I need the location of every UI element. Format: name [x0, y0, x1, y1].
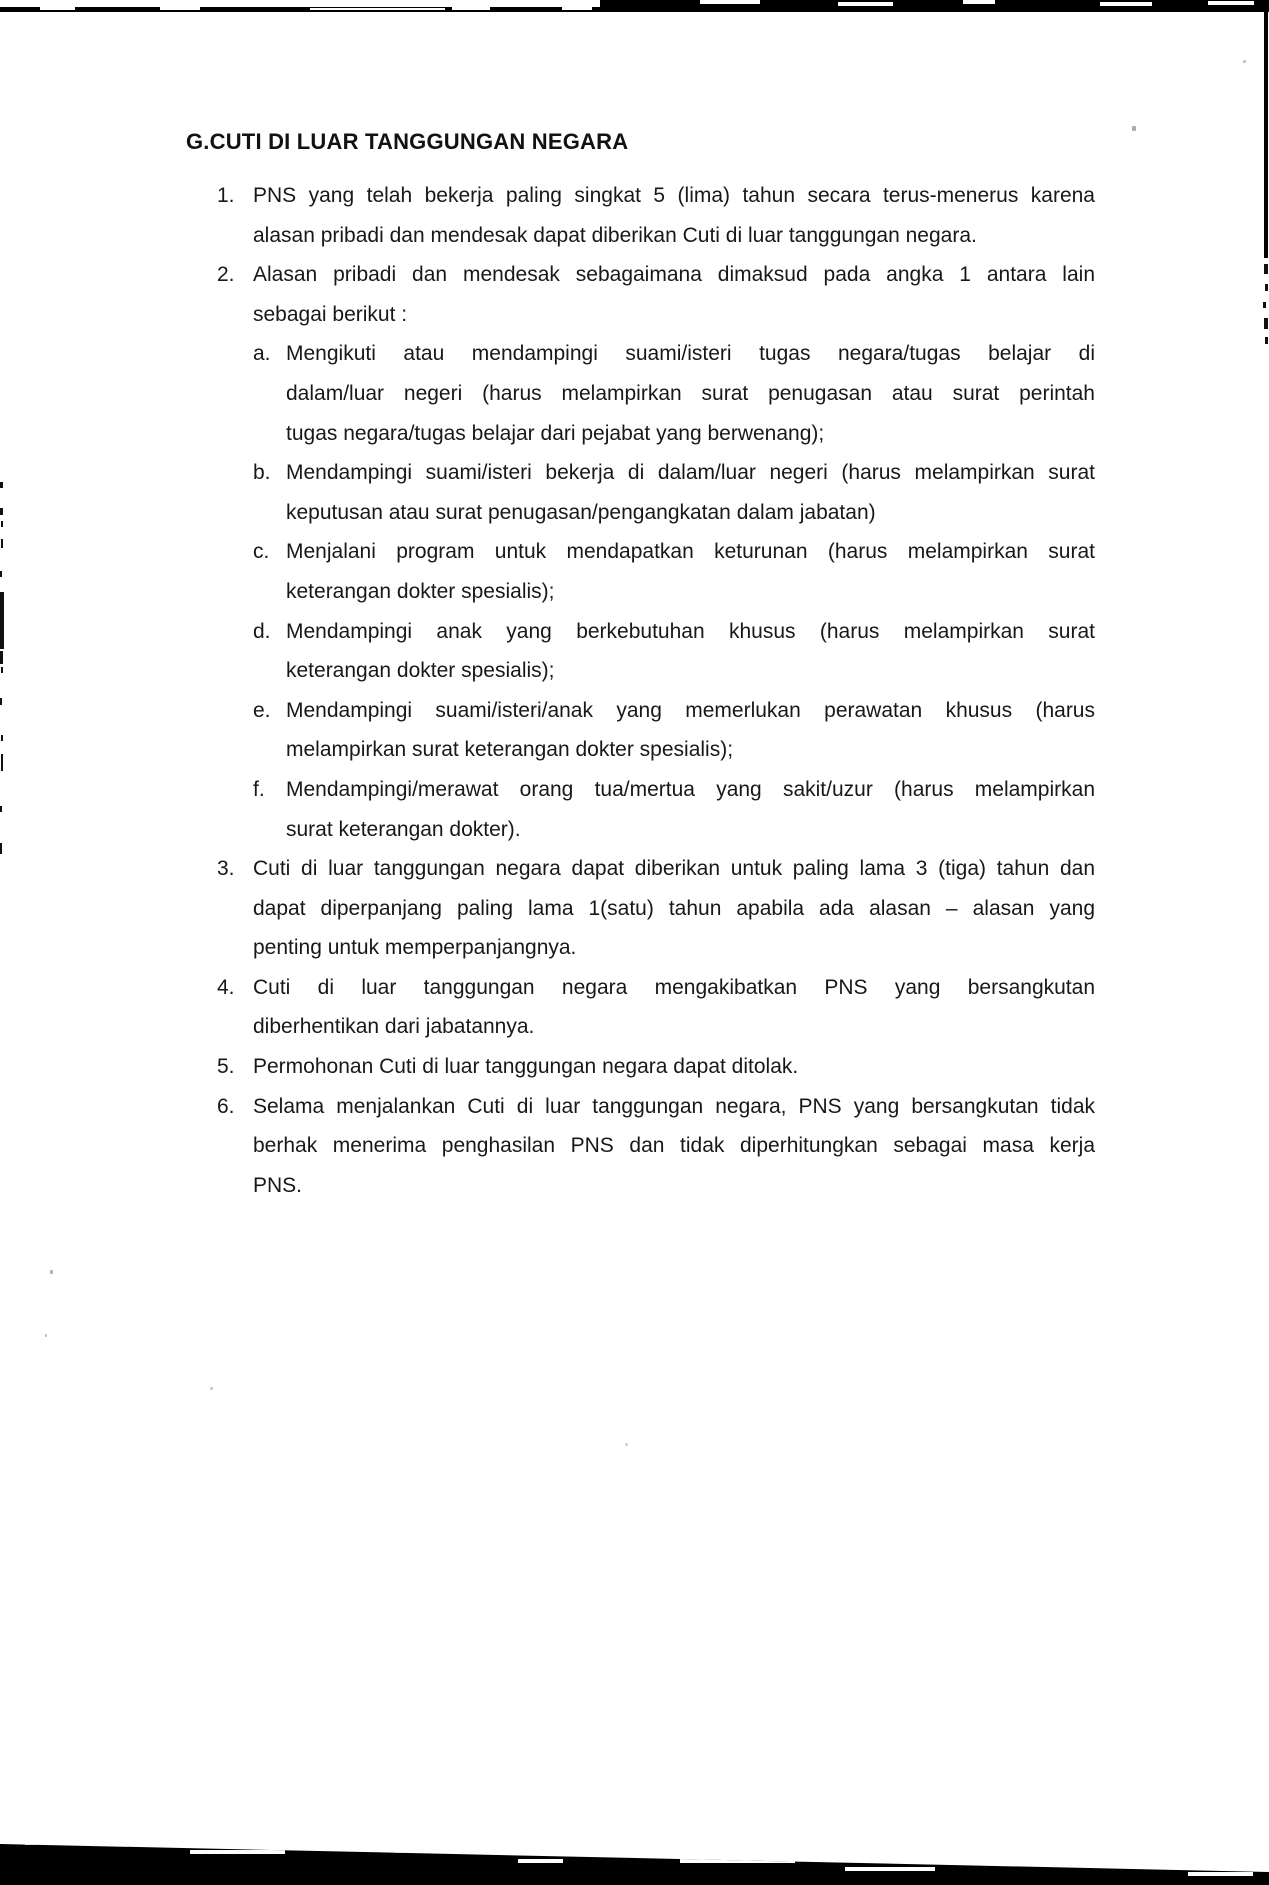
section-letter: G.	[186, 129, 210, 154]
list-item-body	[253, 849, 1095, 968]
text-line: alasan pribadi dan mendesak dapat diberikan Cuti di luar tanggungan negara.	[253, 223, 977, 247]
scan-artifact-left-dash	[0, 508, 3, 515]
list-item-body	[253, 255, 1095, 849]
text-line: tugas negara/tugas belajar dari pejabat yang berwenang);	[286, 421, 825, 445]
sub-item	[253, 532, 1095, 611]
scan-artifact-bottom-wedge	[0, 1840, 1269, 1885]
scan-speck	[210, 1387, 213, 1390]
text-line: keterangan dokter spesialis);	[286, 659, 555, 683]
section-heading	[186, 128, 628, 156]
text-line: PNS.	[253, 1173, 303, 1197]
section-title-text: CUTI DI LUAR TANGGUNGAN NEGARA	[209, 129, 629, 154]
text-line: dapat diperpanjang paling lama 1(satu) tahun apabila ada alasan – alasan yang	[253, 896, 1095, 920]
list-item	[217, 176, 1095, 255]
sub-item	[253, 691, 1095, 770]
text-line: Mendampingi suami/isteri bekerja di dalam/luar negeri (harus melampirkan surat	[286, 461, 1095, 485]
sub-item-letter: d.	[253, 619, 271, 643]
text-line: keterangan dokter spesialis);	[286, 579, 555, 603]
text-line: melampirkan surat keterangan dokter spesialis);	[286, 738, 734, 762]
sub-item	[253, 334, 1095, 453]
scan-artifact-right-dash	[1263, 302, 1266, 308]
scan-artifact-right-dash	[1264, 264, 1268, 274]
list-item	[217, 1047, 1095, 1087]
sub-item-body	[286, 453, 1095, 532]
scan-artifact-left-dash	[0, 651, 3, 664]
text-line: Menjalani program untuk mendapatkan keturunan (harus melampirkan surat	[286, 540, 1095, 564]
list-item	[217, 849, 1095, 968]
scan-artifact-right-dash	[1264, 318, 1268, 329]
scan-speck	[1243, 60, 1246, 63]
text-line: keputusan atau surat penugasan/pengangkatan dalam jabatan)	[286, 500, 876, 524]
sub-item-letter: c.	[253, 540, 270, 564]
text-line: berhak menerima penghasilan PNS dan tidak diperhitungkan sebagai masa kerja	[253, 1134, 1095, 1158]
sub-item-body	[286, 770, 1095, 849]
text-line: Mendampingi suami/isteri/anak yang memerlukan perawatan khusus (harus	[286, 698, 1095, 722]
text-line: surat keterangan dokter).	[286, 817, 521, 841]
scan-speck	[50, 1270, 53, 1274]
scan-artifact-left-dash	[0, 843, 2, 854]
text-line: diberhentikan dari jabatannya.	[253, 1015, 535, 1039]
scan-artifact-left-dash	[1, 539, 3, 548]
text-line: PNS yang telah bekerja paling singkat 5 (lima) tahun secara terus-menerus karena	[253, 184, 1095, 207]
sub-item-body	[286, 612, 1095, 691]
sub-item-letter: e.	[253, 698, 271, 722]
scan-artifact-right-dash	[1265, 284, 1268, 291]
text-line: Alasan pribadi dan mendesak sebagaimana dimaksud pada angka 1 antara lain	[253, 263, 1095, 287]
list-item-body	[253, 968, 1095, 1047]
list-item-number: 1.	[217, 184, 235, 207]
scan-speck	[625, 1443, 628, 1446]
list-item-number: 6.	[217, 1094, 235, 1118]
text-line: sebagai berikut :	[253, 302, 408, 326]
sub-item-letter: a.	[253, 342, 271, 366]
text-line: Cuti di luar tanggungan negara mengakibatkan PNS yang bersangkutan	[253, 975, 1095, 999]
item-list	[217, 176, 1095, 1205]
scan-artifact-right-dash	[1265, 337, 1268, 344]
text-line: Mendampingi/merawat orang tua/mertua yang sakit/uzur (harus melampirkan	[286, 777, 1095, 801]
list-item	[217, 1087, 1095, 1206]
list-item-body	[253, 176, 1095, 255]
list-item-body	[253, 1047, 1095, 1087]
scan-speck	[1132, 126, 1136, 131]
scan-artifact-left-dash	[1, 754, 3, 771]
sub-item	[253, 770, 1095, 849]
text-line: dalam/luar negeri (harus melampirkan surat penugasan atau surat perintah	[286, 381, 1095, 405]
sub-item-body	[286, 691, 1095, 770]
list-item-body	[253, 1087, 1095, 1206]
list-item	[217, 255, 1095, 849]
scan-artifact-left-dash	[0, 806, 2, 812]
scan-artifact-left-bar	[0, 592, 4, 649]
scan-artifact-left-dash	[0, 698, 2, 705]
scan-artifact-left-dash	[0, 571, 2, 577]
scan-artifact-right-line	[1264, 12, 1268, 258]
sub-item	[253, 453, 1095, 532]
text-line: Permohonan Cuti di luar tanggungan negara dapat ditolak.	[253, 1055, 799, 1079]
sub-item-list	[253, 334, 1095, 849]
list-item-number: 2.	[217, 263, 235, 287]
sub-item-body	[286, 532, 1095, 611]
sub-item-body	[286, 334, 1095, 453]
list-item	[217, 968, 1095, 1047]
sub-item-letter: f.	[253, 777, 265, 801]
text-line: Selama menjalankan Cuti di luar tanggungan negara, PNS yang bersangkutan tidak	[253, 1094, 1095, 1118]
scan-artifact-left-dash	[0, 482, 3, 488]
text-line: Mengikuti atau mendampingi suami/isteri tugas negara/tugas belajar di	[286, 342, 1095, 366]
text-line: Cuti di luar tanggungan negara dapat diberikan untuk paling lama 3 (tiga) tahun dan	[253, 857, 1095, 881]
scan-artifact-left-dash	[1, 521, 3, 527]
list-item-number: 4.	[217, 975, 235, 999]
scan-artifact-left-dash	[1, 735, 3, 741]
scan-artifact-top-bar	[0, 0, 1269, 12]
scan-artifact-left-dash	[1, 667, 3, 673]
sub-item	[253, 612, 1095, 691]
text-line: penting untuk memperpanjangnya.	[253, 936, 577, 960]
scan-speck	[45, 1334, 47, 1337]
list-item-number: 3.	[217, 857, 235, 881]
list-item-number: 5.	[217, 1055, 235, 1079]
text-line: Mendampingi anak yang berkebutuhan khusus (harus melampirkan surat	[286, 619, 1095, 643]
sub-item-letter: b.	[253, 461, 271, 485]
